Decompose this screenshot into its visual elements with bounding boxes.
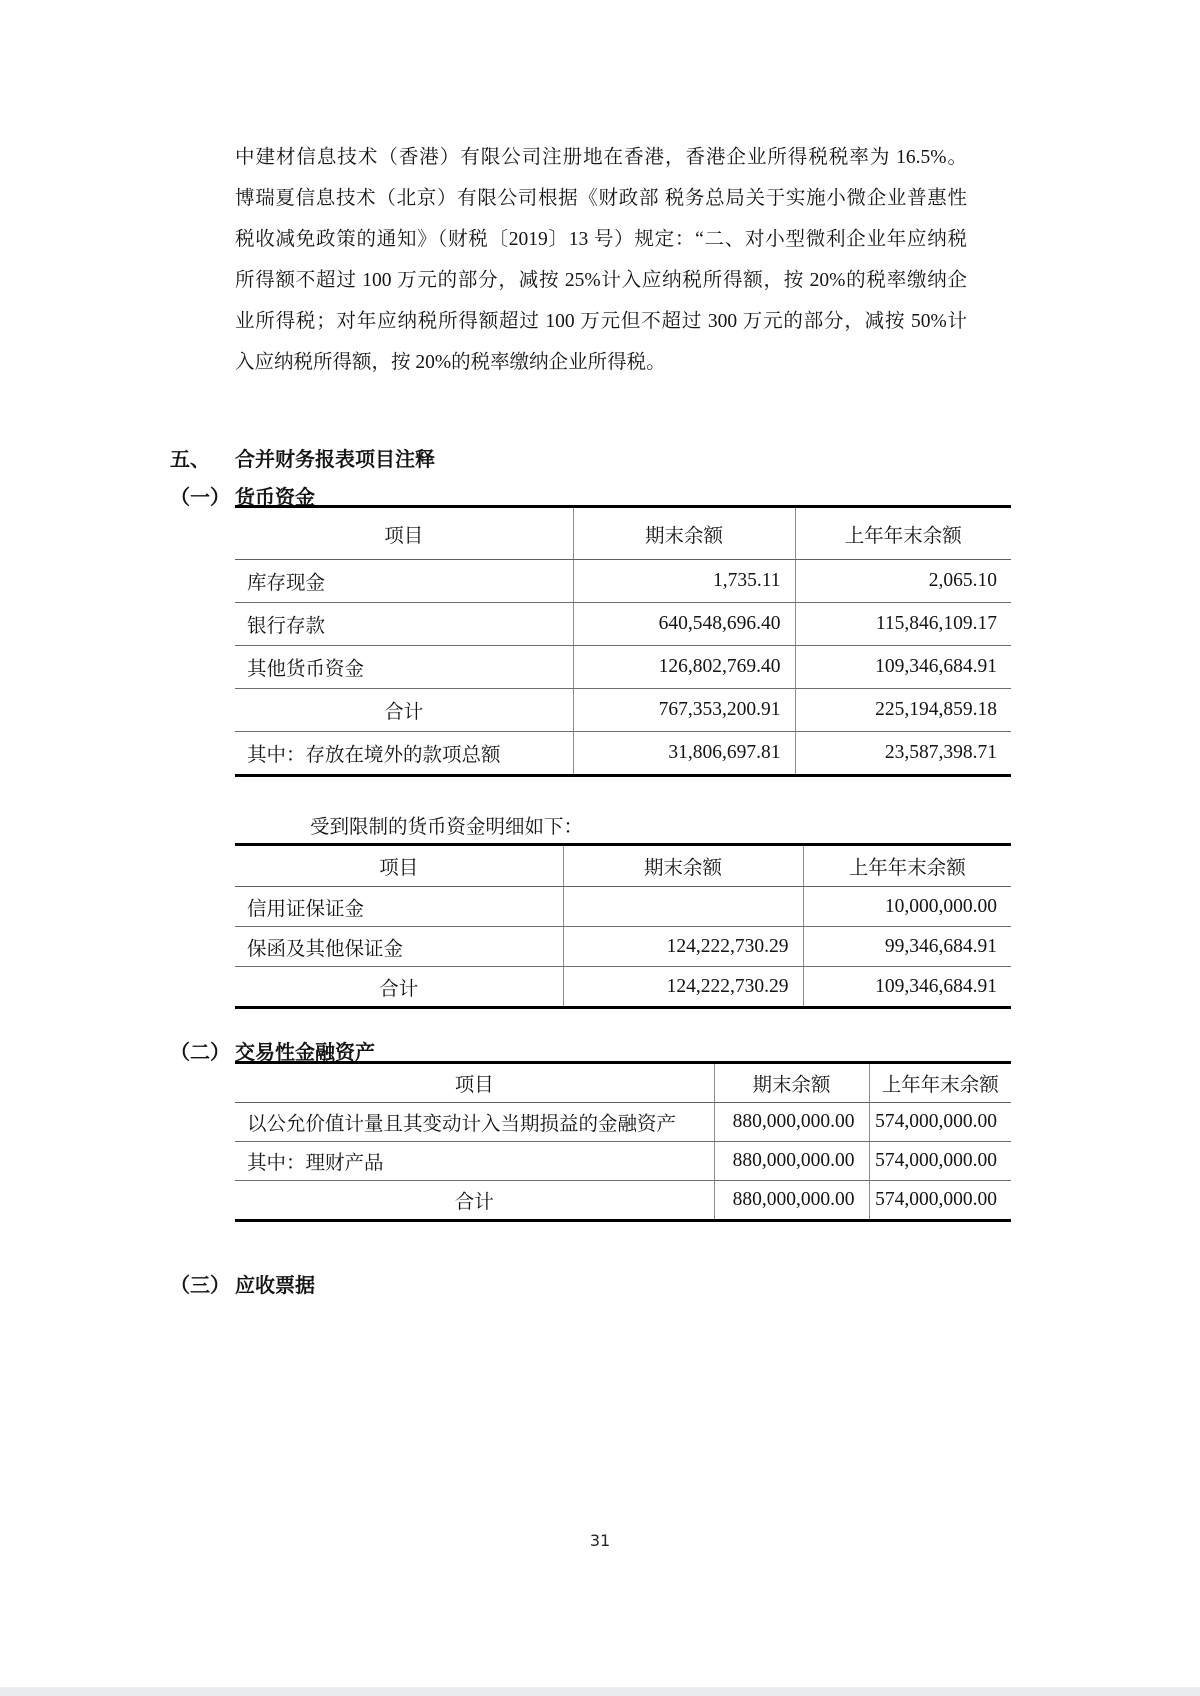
page-bottom-edge bbox=[0, 1687, 1200, 1696]
column-header: 期末余额 bbox=[563, 845, 803, 887]
row-label: 以公允价值计量且其变动计入当期损益的金融资产 bbox=[235, 1103, 714, 1142]
row-label: 合计 bbox=[235, 689, 573, 732]
cell-value: 23,587,398.71 bbox=[795, 732, 1011, 776]
table-header-row bbox=[235, 845, 1011, 887]
row-label: 合计 bbox=[454, 1192, 494, 1213]
cell-value: 10,000,000.00 bbox=[803, 887, 1011, 927]
table-row bbox=[235, 603, 1011, 646]
cell-value: 640,548,696.40 bbox=[573, 603, 795, 646]
row-label: 信用证保证金 bbox=[235, 887, 563, 927]
table-total-row bbox=[235, 689, 1011, 732]
column-header: 项目 bbox=[235, 1063, 714, 1103]
column-header: 上年年末余额 bbox=[869, 1063, 1011, 1103]
table-row bbox=[235, 732, 1011, 776]
page-number: 31 bbox=[589, 1531, 611, 1550]
cell-value: 1,735.11 bbox=[573, 560, 795, 603]
cell-value: 124,222,730.29 bbox=[563, 967, 803, 1008]
section-title: 应收票据 bbox=[235, 1275, 315, 1297]
cell-value: 225,194,859.18 bbox=[795, 689, 1011, 732]
column-header: 期末余额 bbox=[714, 1063, 869, 1103]
table-row bbox=[235, 560, 1011, 603]
cell-value: 2,065.10 bbox=[795, 560, 1011, 603]
table-row bbox=[235, 1103, 1011, 1142]
section-number: （三） bbox=[170, 1275, 230, 1297]
subsection-three-heading bbox=[170, 1269, 315, 1298]
column-header: 上年年末余额 bbox=[803, 845, 1011, 887]
trading-financial-assets-table bbox=[235, 1061, 1011, 1222]
cell-value: 124,222,730.29 bbox=[563, 927, 803, 967]
cell-value: 880,000,000.00 bbox=[714, 1142, 869, 1181]
row-label: 保函及其他保证金 bbox=[235, 927, 563, 967]
row-label: 银行存款 bbox=[235, 603, 573, 646]
table-header-row bbox=[235, 1063, 1011, 1103]
table-row bbox=[235, 927, 1011, 967]
intro-line: 博瑞夏信息技术（北京）有限公司根据《财政部 税务总局关于实施小微企业普惠性 bbox=[235, 188, 967, 209]
table-row bbox=[235, 646, 1011, 689]
cell-value: 99,346,684.91 bbox=[803, 927, 1011, 967]
table-total-row bbox=[235, 967, 1011, 1008]
intro-line: 业所得税；对年应纳税所得额超过 100 万元但不超过 300 万元的部分，减按 50%计 bbox=[235, 311, 967, 332]
section-title: 合并财务报表项目注释 bbox=[235, 449, 435, 471]
column-header: 上年年末余额 bbox=[795, 507, 1011, 560]
cell-value: 767,353,200.91 bbox=[573, 689, 795, 732]
cell-value: 574,000,000.00 bbox=[869, 1142, 1011, 1181]
row-label: 库存现金 bbox=[235, 560, 573, 603]
intro-line: 税收减免政策的通知》（财税〔2019〕13 号）规定：“二、对小型微利企业年应纳税 bbox=[235, 229, 967, 250]
cell-value: 574,000,000.00 bbox=[869, 1181, 1011, 1221]
column-header: 项目 bbox=[235, 507, 573, 560]
table-row bbox=[235, 1142, 1011, 1181]
cell-value: 574,000,000.00 bbox=[869, 1103, 1011, 1142]
section-title: 货币资金 bbox=[235, 487, 315, 509]
section-title: 交易性金融资产 bbox=[235, 1042, 375, 1064]
table-total-row bbox=[235, 1181, 1011, 1221]
intro-line: 所得额不超过 100 万元的部分，减按 25%计入应纳税所得额，按 20%的税率缴纳企 bbox=[235, 270, 967, 291]
section-number: （二） bbox=[170, 1042, 230, 1064]
cell-value: 880,000,000.00 bbox=[714, 1181, 869, 1221]
restricted-funds-table bbox=[235, 843, 1011, 1009]
cell-value: 115,846,109.17 bbox=[795, 603, 1011, 646]
intro-line: 入应纳税所得额，按 20%的税率缴纳企业所得税。 bbox=[235, 352, 666, 373]
cell-value: 126,802,769.40 bbox=[573, 646, 795, 689]
cell-value bbox=[563, 887, 803, 927]
section-number: 五、 bbox=[170, 449, 210, 471]
column-header: 期末余额 bbox=[573, 507, 795, 560]
intro-line: 中建材信息技术（香港）有限公司注册地在香港，香港企业所得税税率为 16.5%。 bbox=[235, 147, 967, 168]
monetary-funds-table bbox=[235, 505, 1011, 777]
column-header: 项目 bbox=[235, 845, 563, 887]
cell-value: 31,806,697.81 bbox=[573, 732, 795, 776]
row-label: 其中：理财产品 bbox=[235, 1142, 714, 1181]
cell-value: 109,346,684.91 bbox=[795, 646, 1011, 689]
intro-paragraph bbox=[235, 137, 967, 383]
row-label: 其中：存放在境外的款项总额 bbox=[247, 745, 501, 766]
table-row bbox=[235, 887, 1011, 927]
row-label: 合计 bbox=[379, 978, 419, 1000]
row-label: 其他货币资金 bbox=[235, 646, 573, 689]
section-five-heading bbox=[170, 443, 435, 472]
section-number: （一） bbox=[170, 487, 230, 509]
table-header-row bbox=[235, 507, 1011, 560]
cell-value: 880,000,000.00 bbox=[714, 1103, 869, 1142]
cell-value: 109,346,684.91 bbox=[803, 967, 1011, 1008]
restricted-funds-note: 受到限制的货币资金明细如下： bbox=[310, 817, 584, 838]
